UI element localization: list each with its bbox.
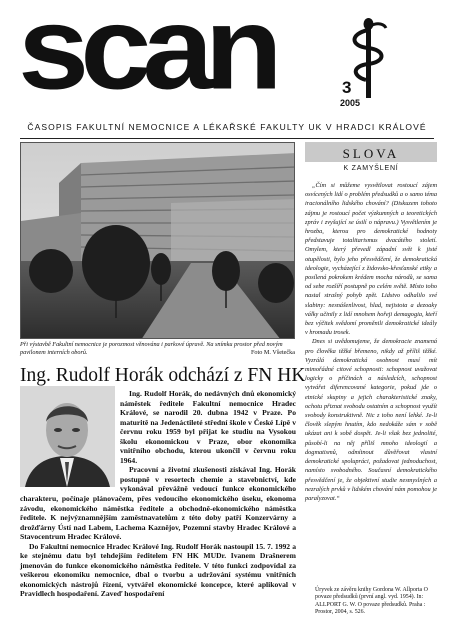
sidebar-paragraph: Dnes si uvědomujeme, že demokracie znamená pro člověka těžké břemeno, nikdy až příliš těžké. Vyzrálá demokratická osobnost musí mít mimořádné citové schopnosti: schopnost uvažovat logicky o příčinách a následcích, schopnost vytvářet diferencované kategorie, pokud jde o etnické skupiny a jejich charakteristické znaky, ochotu přiznat svobodu ostatním a schopnost využít svobody konstruktivně. Nic z toho není lehké. Je-li člověk slepým hnutím, kdo nedokáže sám v sobě ukázat ani k sobě dospět. Je-li však bez jednolité, působí-li na něj příliš mnoho ideologií a dogmatismů, odmítnout důvěřovat vlastní demokratické spolupráci, požadovat jednoduchost, namísto svobodného. Současní demokratického přesvědčení je, že objektivní studie nesmyslných a nezralých prvků v lidském chování nám pomohou je paralyzovat.“ (305, 338, 437, 502)
sidebar-title: SLOVA (305, 142, 437, 162)
issue-year: 2005 (340, 98, 361, 108)
sidebar-quote (305, 181, 437, 503)
sidebar-subtitle: K ZAMYŠLENÍ (343, 165, 399, 172)
article-paragraph: Pracovní a životní zkušenosti získával Ing. Horák postupně v resortech chemie a stavebnictví, kde vykonával převážně vedoucí funkce ekonomického charakteru, počínaje plánovačem, přes vedoucího ekonomického úseku, ekonoma závodu, ekonomického náměstka ředitele a obchodně-ekonomického náměstka ředitele. K nejvýznamnějším zaměstnavatelům z této doby patří Konzervárny a drožďárny Ústí nad Labem, Lachema Kaznějov, Pozemní stavby Hradec Králové a Stavocentrum Hradec Králové. (20, 465, 296, 542)
portrait-spacer (20, 389, 120, 491)
masthead-rule (20, 138, 434, 139)
photo-caption-text: Při výstavbě Fakultní nemocnice je porozmost věnována i parkové úpravě. Na snímku prostor před novým pavilonem interních oborů. (20, 341, 283, 357)
logo-text: scan (18, 4, 274, 102)
scan-logo (18, 4, 342, 102)
sidebar-column (305, 142, 437, 503)
masthead-subtitle: ČASOPIS FAKULTNÍ NEMOCNICE A LÉKAŘSKÉ FAKULTY UK V HRADCI KRÁLOVÉ (27, 122, 427, 132)
hospital-photo (20, 142, 295, 339)
article-paragraph: Ing. Rudolf Horák, do nedávných dnů ekonomický náměstek ředitele Fakultní nemocnice Hradec Králové, se narodil 20. dubna 1942 v Praze. Po maturitě na Jedenáctileté střední škole v České Lípě v červnu roku 1959 byl přijat ke studiu na Vysokou školu ekonomickou v Praze, obor ekonomika vnitřního obchodu, kterou ukončil v červnu roku 1964. (120, 389, 296, 465)
hospital-building-image (21, 143, 295, 339)
issue-number: 3 (342, 78, 352, 97)
photo-credit: Foto M. Všetečka (250, 349, 295, 357)
sidebar-paragraph: „Čím si můžeme vysvětlovat rostoucí zájem osvícených lidí o problém předsudků a o samo téma iracionálního lidského chování? (Diskuzem tohoto zájmu je rostoucí počet výzkumných a teoretických zpráv i zvyšující se úsilí o nápravu.) Vysvětlením je hrozba, kterou pro demokratické hodnoty představuje totalitarismus dvacátého století. Omylem, který převedl západní svět k jisté otupělosti, bylo jeho přesvědčení, že demokratická ideologie, vycházející z židovsko-křesťanské etiky a posílená pokrokem krédem mocha národů, se sama od sebe rozšíří postupně po celém světě. Místo toho nastal strašný pohyb zpět. Lidstvo odhalilo své slabiny: nesnášenlivost, hlad, nejistota a dezoaky války učinily z lidí mnohem hořeji demagogia, kteří bez výčitek svědomí proměnili demokratické ideály v hromadu trosek. (305, 182, 437, 337)
article-headline: Ing. Rudolf Horák odchází z FN HK (20, 365, 306, 386)
sidebar-footnote: Úryvek ze závěru knihy Gordona W. Allporta O povaze předsudků (první angl. vyd. 1954). In: ALLPORT G. W. O povaze předsudků. Praha : Prostor, 2004, s. 526. (315, 587, 428, 615)
photo-caption (20, 341, 295, 358)
article-body (20, 389, 296, 599)
article-paragraph: Do Fakultní nemocnice Hradec Králové Ing. Rudolf Horák nastoupil 15. 7. 1992 a ke stejnému datu byl tehdejším ředitelem FN HK MUDr. Ivanem Drašnerem jmenován do funkce ekonomického náměstka ředitele. V této funkci zodpovídal za veškerou ekonomiku nemocnice, dbal o tvorbu a udržování systému vnitřních ekonomických nástrojů řízení, vytvářel ekonomické koncepce, které aplikoval v Pravidlech hospodaření. Zaveď hospodaření (20, 541, 296, 599)
